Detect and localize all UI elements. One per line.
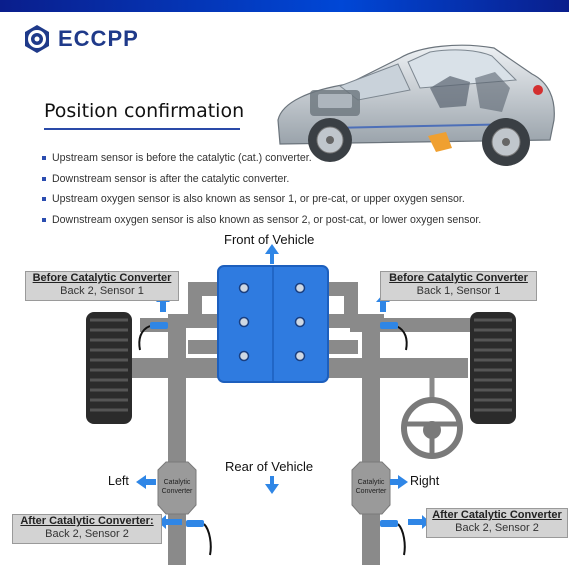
list-item: Upstream sensor is before the catalytic (cat.) converter.	[42, 148, 542, 169]
rear-of-vehicle-label: Rear of Vehicle	[225, 459, 314, 474]
sensor-box-before-right: Before Catalytic Converter Back 1, Sensor 1	[380, 271, 537, 301]
converter-label-right: Catalytic Converter	[355, 479, 387, 495]
engine-block	[218, 266, 328, 382]
tire-icon	[86, 312, 132, 424]
sensor-box-after-right: After Catalytic Converter Back 2, Sensor 2	[426, 508, 568, 538]
brand-name: ECCPP	[58, 26, 139, 51]
steering-wheel-icon	[404, 400, 460, 456]
tire-icon	[470, 312, 516, 424]
oxygen-sensor-icon	[380, 520, 405, 555]
left-label: Left	[108, 474, 129, 488]
arrow-icon	[265, 244, 279, 264]
list-item: Upstream oxygen sensor is also known as sensor 1, or pre-cat, or upper oxygen sensor.	[42, 189, 542, 210]
list-item: Downstream sensor is after the catalytic converter.	[42, 169, 542, 190]
arrow-icon	[390, 475, 408, 489]
sensor-box-after-left: After Catalytic Converter: Back 2, Sensor 2	[12, 514, 162, 544]
converter-label-left: Catalytic Converter	[161, 479, 193, 495]
arrow-icon	[136, 475, 156, 489]
oxygen-sensor-icon	[186, 520, 211, 555]
list-item: Downstream oxygen sensor is also known as sensor 2, or post-cat, or lower oxygen sensor.	[42, 210, 542, 231]
right-label: Right	[410, 474, 440, 488]
front-of-vehicle-label: Front of Vehicle	[224, 232, 315, 247]
sensor-box-before-left: Before Catalytic Converter Back 2, Sensor 1	[25, 271, 179, 301]
arrow-icon	[265, 476, 279, 494]
page-title: Position confirmation	[44, 100, 245, 122]
